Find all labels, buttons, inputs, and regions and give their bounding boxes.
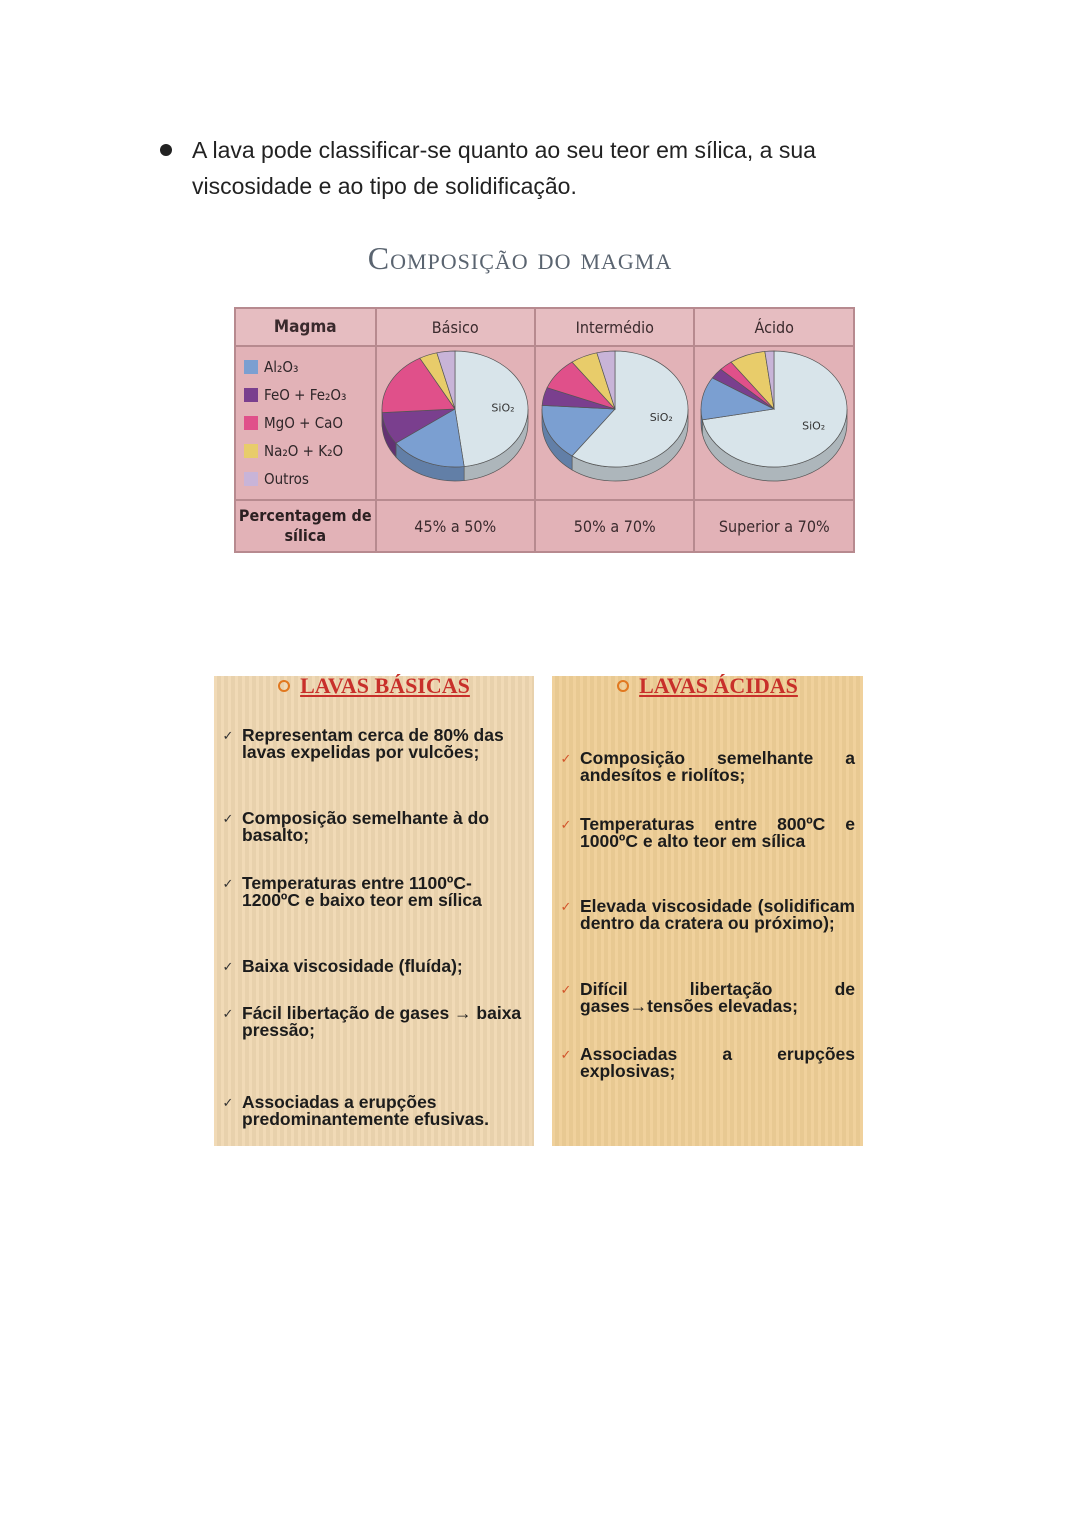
intro-text: A lava pode classificar-se quanto ao seu teor em sílica, a sua viscosidade e ao tipo de solidificação. bbox=[192, 137, 816, 199]
pie-chart-acido bbox=[697, 349, 851, 497]
bullet-dot bbox=[160, 144, 172, 156]
checkmark-icon: ✓ bbox=[222, 1095, 234, 1110]
lavas-acidas-panel bbox=[552, 673, 863, 1146]
table-header-row bbox=[235, 308, 854, 346]
lavas-basicas-panel bbox=[214, 673, 534, 1146]
list-item: ✓ Composição semelhante à do basalto; bbox=[214, 810, 514, 844]
legend-label: Outros bbox=[264, 470, 309, 488]
legend-entry bbox=[244, 353, 375, 381]
percentage-acido: Superior a 70% bbox=[694, 500, 854, 552]
checkmark-icon: ✓ bbox=[560, 899, 572, 914]
checkmark-icon: ✓ bbox=[222, 1006, 234, 1021]
circle-bullet-icon bbox=[278, 680, 290, 692]
legend-swatch bbox=[244, 472, 258, 486]
legend-swatch bbox=[244, 444, 258, 458]
header-basico: Básico bbox=[376, 308, 535, 346]
legend-label: Na₂O + K₂O bbox=[264, 442, 344, 460]
legend-swatch bbox=[244, 388, 258, 402]
checkmark-icon: ✓ bbox=[560, 982, 572, 997]
legend-cell bbox=[235, 346, 376, 500]
checkmark-icon: ✓ bbox=[222, 876, 234, 891]
legend-entry bbox=[244, 465, 375, 493]
list-item: ✓ Associadas a erupções predominantemente efusivas. bbox=[214, 1094, 514, 1128]
lavas-basicas-title: LAVAS BÁSICAS bbox=[214, 676, 534, 696]
checkmark-icon: ✓ bbox=[222, 959, 234, 974]
pie-label: SiO₂ bbox=[491, 401, 515, 415]
pie-cell-acido bbox=[694, 346, 854, 500]
list-item: ✓ Associadas a erupções explosivas; bbox=[552, 1046, 855, 1080]
pie-label: SiO₂ bbox=[802, 419, 826, 433]
legend-entry bbox=[244, 381, 375, 409]
header-magma: Magma bbox=[235, 308, 376, 346]
list-item: ✓ Temperaturas entre 800ºC e 1000ºC e alto teor em sílica bbox=[552, 816, 855, 850]
checkmark-icon: ✓ bbox=[222, 811, 234, 826]
legend-label: MgO + CaO bbox=[264, 414, 344, 432]
pie-label: SiO₂ bbox=[649, 411, 673, 425]
list-item: ✓ Elevada viscosidade (solidificam dentro da cratera ou próximo); bbox=[552, 898, 855, 932]
percentage-row-label: Percentagem de sílica bbox=[235, 500, 376, 552]
header-intermedio: Intermédio bbox=[535, 308, 694, 346]
header-acido: Ácido bbox=[694, 308, 854, 346]
legend-label: Al₂O₃ bbox=[264, 358, 299, 376]
list-item: ✓ Difícil libertação de gases→tensões elevadas; bbox=[552, 981, 855, 1015]
list-item: ✓ Temperaturas entre 1100ºC- 1200ºC e baixo teor em sílica bbox=[214, 875, 530, 909]
pie-chart-intermedio bbox=[538, 349, 692, 497]
pie-row bbox=[235, 346, 854, 500]
legend-entry bbox=[244, 409, 375, 437]
percentage-row bbox=[235, 500, 854, 552]
pie-cell-basico bbox=[376, 346, 535, 500]
list-item: ✓ Baixa viscosidade (fluída); bbox=[214, 958, 526, 975]
checkmark-icon: ✓ bbox=[560, 1047, 572, 1062]
intro-bullet bbox=[160, 132, 900, 204]
checkmark-icon: ✓ bbox=[560, 817, 572, 832]
list-item: ✓ Composição semelhante a andesítos e riolítos; bbox=[552, 750, 855, 784]
chart-legend bbox=[236, 347, 375, 499]
percentage-intermedio: 50% a 70% bbox=[535, 500, 694, 552]
pie-cell-intermedio bbox=[535, 346, 694, 500]
list-item: ✓ Representam cerca de 80% das lavas expelidas por vulcões; bbox=[214, 727, 526, 761]
legend-label: FeO + Fe₂O₃ bbox=[264, 386, 347, 404]
figure-title: Composição do magma bbox=[367, 240, 673, 276]
magma-composition-table bbox=[234, 307, 855, 553]
checkmark-icon: ✓ bbox=[560, 751, 572, 766]
legend-swatch bbox=[244, 360, 258, 374]
circle-bullet-icon bbox=[617, 680, 629, 692]
legend-swatch bbox=[244, 416, 258, 430]
checkmark-icon: ✓ bbox=[222, 728, 234, 743]
list-item: ✓ Fácil libertação de gases → baixa pressão; bbox=[214, 1005, 526, 1039]
pie-chart-basico bbox=[378, 349, 532, 497]
legend-entry bbox=[244, 437, 375, 465]
percentage-basico: 45% a 50% bbox=[376, 500, 535, 552]
lavas-acidas-title: LAVAS ÁCIDAS bbox=[552, 676, 863, 696]
